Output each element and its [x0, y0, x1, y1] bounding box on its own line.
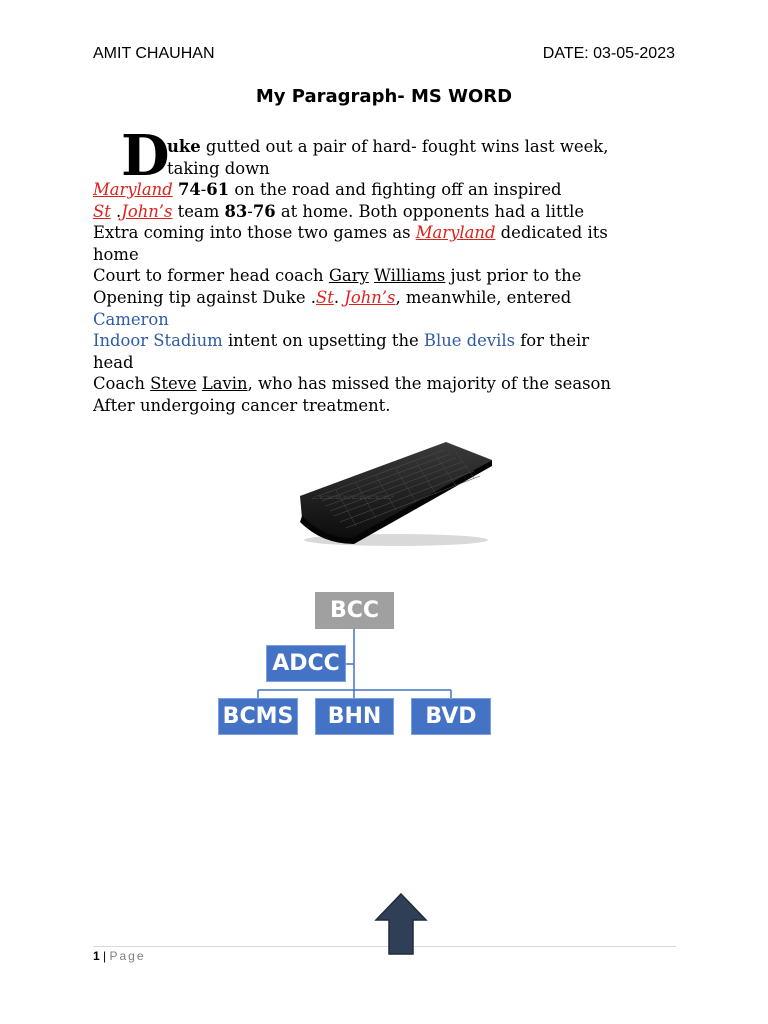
text: . — [333, 287, 345, 307]
text: just prior to the — [445, 266, 582, 286]
text: , meanwhile, entered — [395, 287, 572, 307]
paragraph-line-6: home — [93, 244, 139, 264]
misspelled-word[interactable]: John’s — [121, 201, 173, 221]
paragraph-line-8 — [93, 287, 683, 309]
text: Coach — [93, 374, 151, 394]
paragraph-line-10 — [93, 330, 683, 352]
org-node-bcms[interactable]: BCMS — [218, 698, 298, 735]
underlined-word: Gary — [328, 266, 369, 286]
paragraph-line-4 — [93, 201, 683, 223]
underlined-word: Williams — [374, 266, 446, 286]
org-node-bcc[interactable]: BCC — [315, 592, 394, 629]
score: 76 — [252, 201, 276, 221]
org-node-adcc[interactable]: ADCC — [266, 645, 346, 682]
misspelled-word[interactable]: St — [316, 287, 334, 307]
text: Opening tip against Duke . — [93, 287, 317, 307]
misspelled-word[interactable]: St — [93, 201, 111, 221]
bold-text: uke — [167, 137, 201, 156]
text: at home. Both opponents had a little — [275, 201, 585, 221]
text: Court to former head coach — [93, 266, 329, 286]
text: on the road and fighting off an inspired — [229, 180, 562, 199]
paragraph-line-9: Cameron — [93, 309, 169, 329]
text: team — [172, 201, 225, 221]
text: , who has missed the majority of the season — [247, 374, 611, 394]
underlined-word: Steve — [150, 374, 197, 394]
paragraph-line-5 — [93, 222, 683, 244]
author-name: AMIT CHAUHAN — [93, 45, 215, 62]
text: . — [110, 201, 122, 221]
misspelled-word[interactable]: Maryland — [415, 223, 496, 243]
blue-text: Blue devils — [423, 331, 516, 351]
underlined-word: Lavin — [201, 374, 248, 394]
document-date: DATE: 03-05-2023 — [542, 45, 675, 62]
document-title: My Paragraph- MS WORD — [255, 86, 513, 107]
text: Extra coming into those two games as — [93, 223, 416, 243]
paragraph-line-7 — [93, 265, 683, 287]
paragraph-line-12 — [93, 373, 683, 395]
text: intent on upsetting the — [222, 331, 424, 351]
text: for their — [515, 331, 590, 351]
paragraph-line-3 — [93, 179, 683, 201]
score: 61 — [206, 180, 230, 199]
paragraph-line-1 — [167, 136, 608, 158]
paragraph-line-11: head — [93, 352, 134, 372]
text: gutted out a pair of hard- fought wins last week, — [200, 137, 609, 156]
text: - — [247, 201, 253, 221]
page-footer — [93, 949, 146, 963]
paragraph-body — [93, 179, 683, 417]
text: - — [200, 180, 207, 199]
text: dedicated its — [495, 223, 608, 243]
misspelled-word[interactable]: John’s — [344, 287, 396, 307]
score: 74 — [177, 180, 201, 199]
blue-text: Indoor Stadium — [93, 331, 223, 351]
keyboard-image[interactable] — [296, 438, 496, 548]
footer-separator: | — [99, 949, 110, 963]
org-node-bhn[interactable]: BHN — [315, 698, 394, 735]
org-node-bvd[interactable]: BVD — [411, 698, 491, 735]
page-number: 1 — [93, 949, 100, 963]
up-arrow-icon[interactable] — [374, 892, 428, 956]
paragraph-line-13: After undergoing cancer treatment. — [93, 395, 391, 415]
score: 83 — [224, 201, 248, 221]
drop-cap: D — [121, 123, 170, 189]
page-label: Page — [109, 949, 146, 963]
misspelled-word[interactable]: Maryland — [93, 180, 173, 199]
paragraph-first-lines — [167, 136, 608, 179]
paragraph-line-2: taking down — [167, 158, 270, 178]
